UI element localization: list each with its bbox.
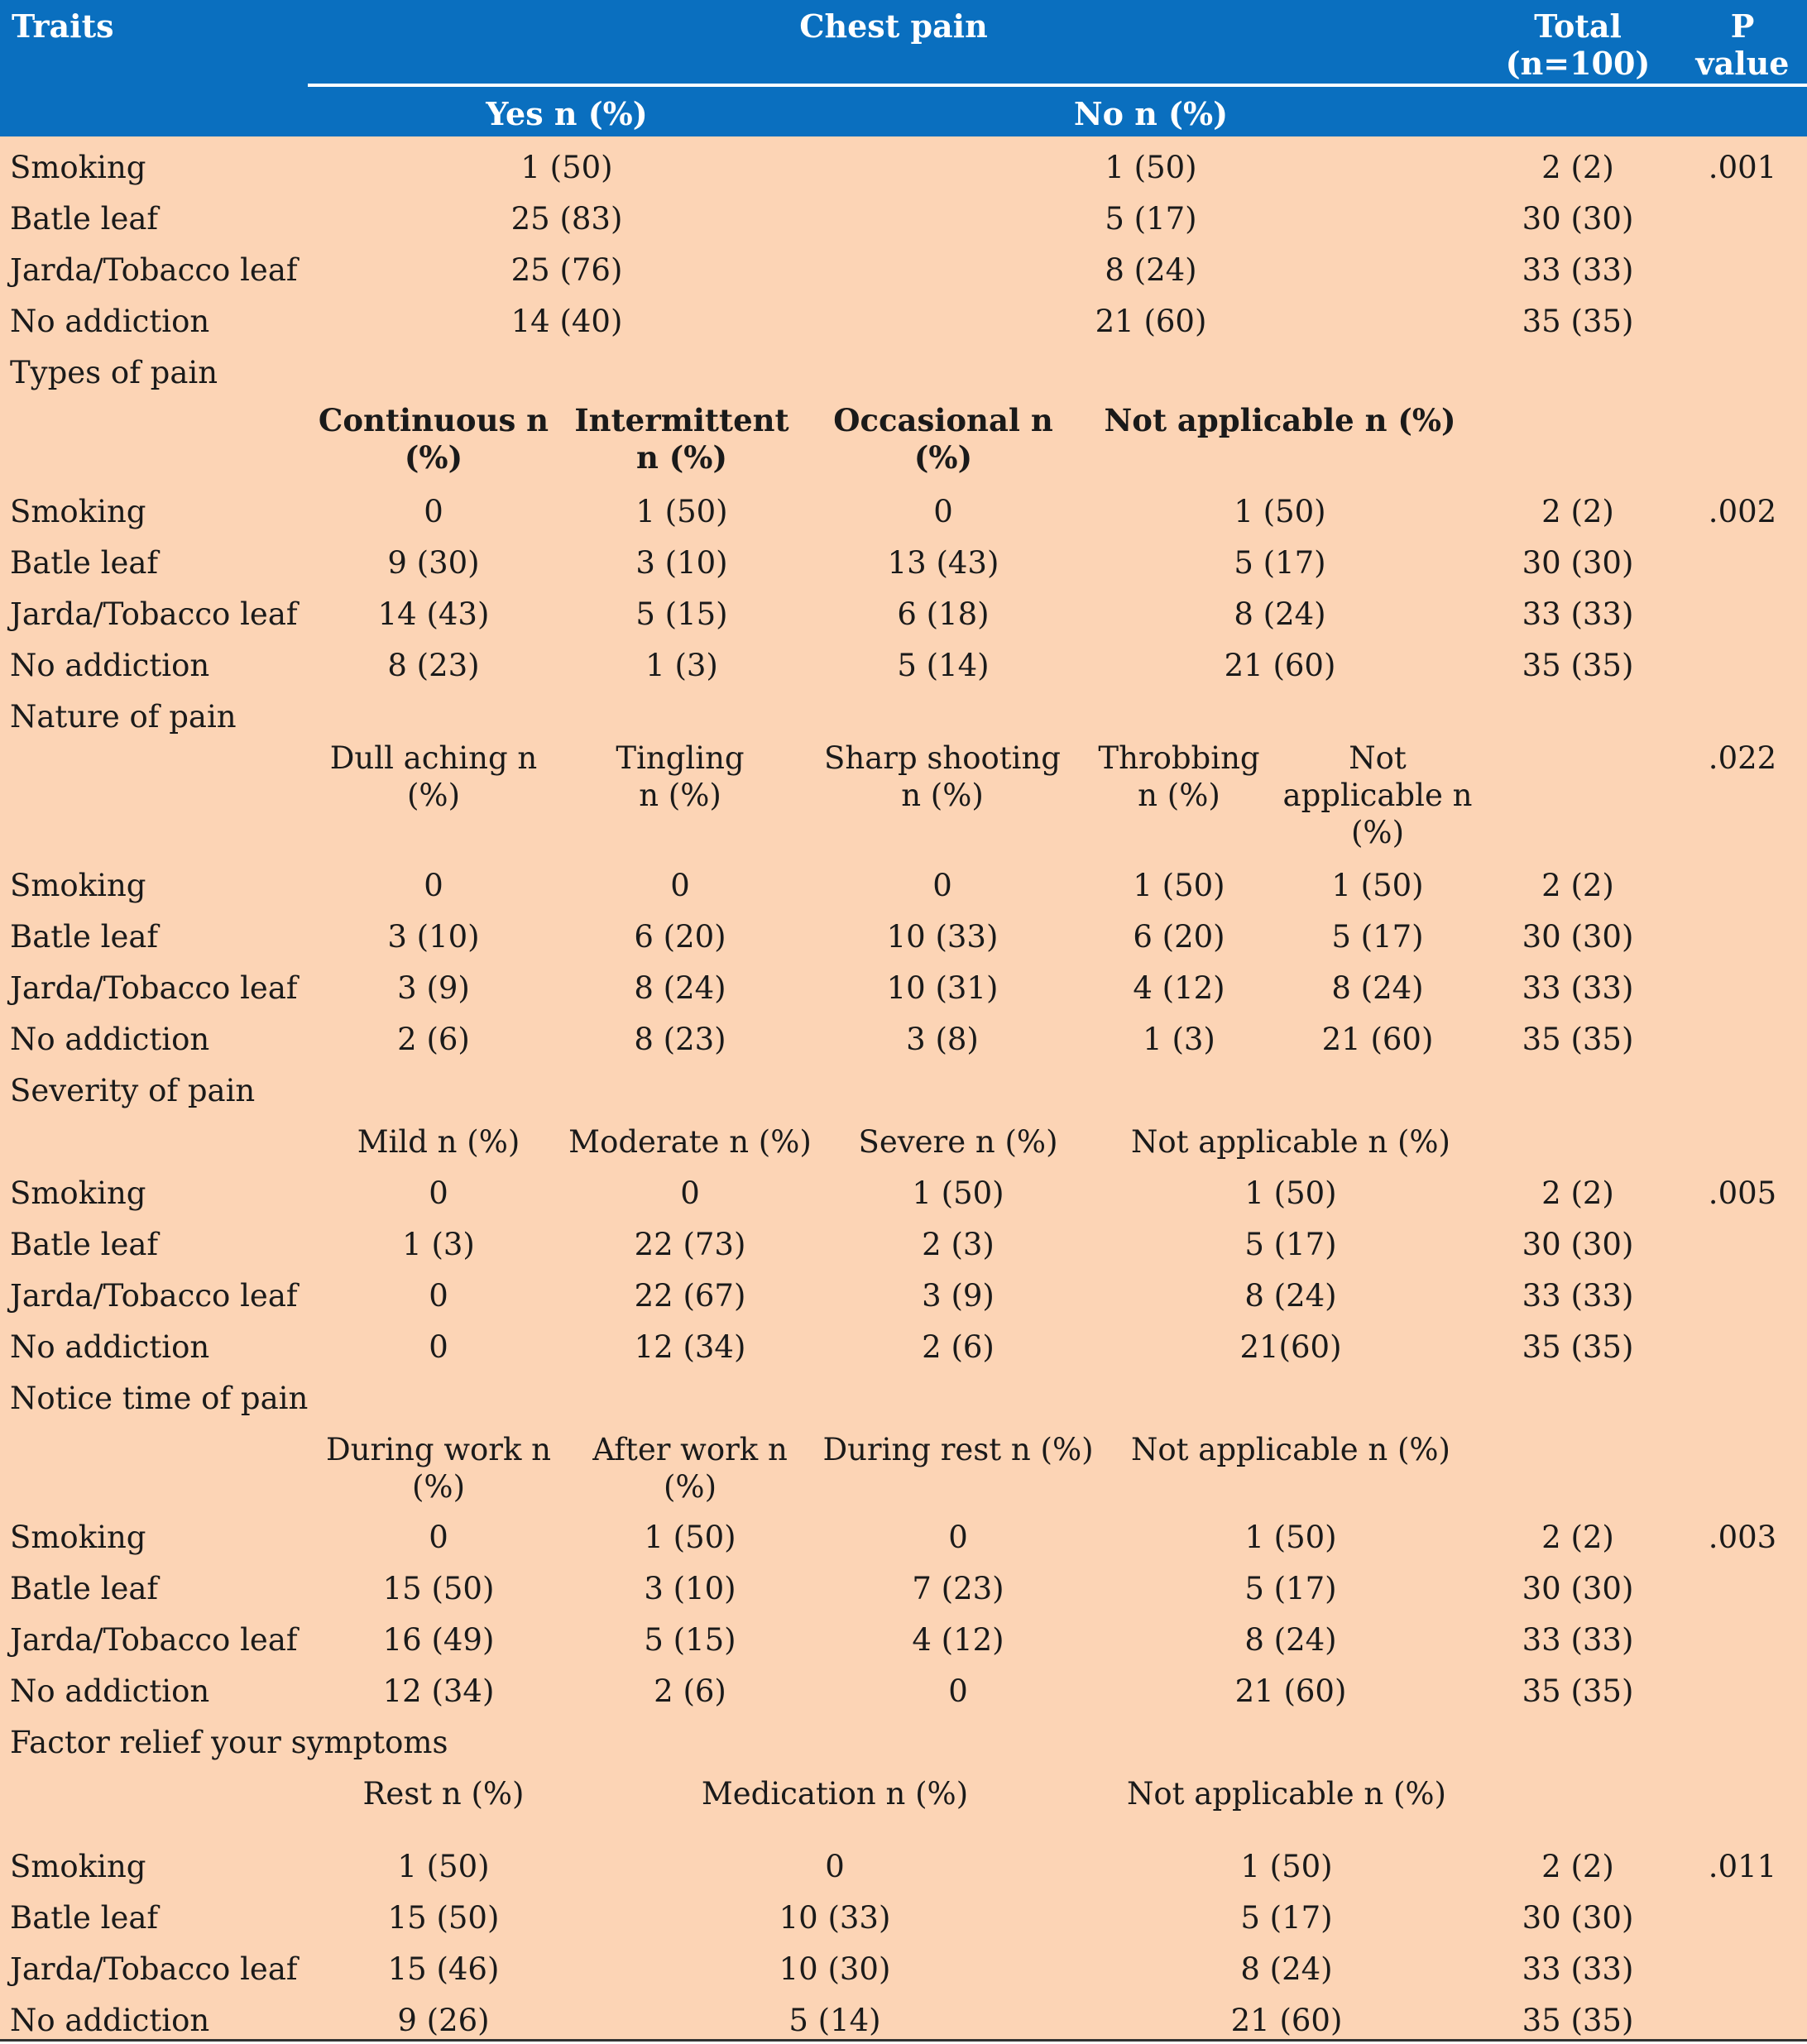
table-cell: 1 (50) — [520, 150, 613, 185]
table-cell: 21 (60) — [1224, 648, 1336, 683]
header-traits: Traits — [12, 7, 114, 45]
section-title: Types of pain — [10, 355, 218, 390]
row-label: Batle leaf — [10, 919, 159, 955]
table-cell: 1 (50) — [1133, 868, 1225, 903]
row-label: No addiction — [10, 1673, 210, 1709]
column-header: Dull aching n (%) — [329, 740, 538, 813]
header-total: Total (n=100) — [1505, 7, 1651, 82]
table-cell: 15 (50) — [387, 1900, 500, 1936]
total-cell: 2 (2) — [1541, 868, 1614, 903]
table-cell: 5 (14) — [897, 648, 990, 683]
total-cell: 35 (35) — [1522, 1022, 1634, 1057]
row-label: Smoking — [10, 150, 146, 185]
section-title: Notice time of pain — [10, 1381, 309, 1416]
table-cell: 15 (46) — [387, 1951, 500, 1987]
column-header: Tingling n (%) — [616, 740, 745, 813]
table-cell: 5 (17) — [1234, 545, 1326, 581]
p-value: .002 — [1708, 494, 1777, 529]
row-label: Smoking — [10, 868, 146, 903]
row-label: Batle leaf — [10, 1227, 159, 1262]
section-title: Severity of pain — [10, 1073, 256, 1108]
total-cell: 33 (33) — [1522, 1622, 1634, 1658]
table-cell: 5 (17) — [1244, 1571, 1337, 1606]
table-cell: 1 (50) — [1244, 1175, 1337, 1211]
table-cell: 12 (34) — [634, 1329, 746, 1365]
total-cell: 2 (2) — [1541, 494, 1614, 529]
table-cell: 9 (26) — [397, 2003, 490, 2038]
table-cell: 0 — [429, 1329, 448, 1365]
total-cell: 30 (30) — [1522, 545, 1634, 581]
table-cell: 21(60) — [1239, 1329, 1342, 1365]
row-label: Jarda/Tobacco leaf — [10, 1278, 298, 1314]
column-header: After work n (%) — [592, 1432, 788, 1505]
column-header: Not applicable n (%) — [1282, 740, 1473, 850]
table-cell: 21 (60) — [1321, 1022, 1434, 1057]
table-cell: 0 — [429, 1520, 448, 1555]
total-cell: 33 (33) — [1522, 252, 1634, 288]
table-cell: 4 (12) — [1133, 970, 1225, 1006]
header-no: No n (%) — [1073, 95, 1229, 132]
table-cell: 21 (60) — [1230, 2003, 1343, 2038]
table-cell: 5 (17) — [1105, 201, 1197, 237]
total-cell: 2 (2) — [1541, 1175, 1614, 1211]
table-cell: 1 (50) — [1234, 494, 1326, 529]
table-cell: 1 (50) — [1105, 150, 1197, 185]
row-label: No addiction — [10, 1329, 210, 1365]
table-cell: 1 (3) — [402, 1227, 475, 1262]
total-cell: 35 (35) — [1522, 304, 1634, 339]
column-header: During rest n (%) — [822, 1432, 1094, 1467]
row-label: No addiction — [10, 648, 210, 683]
table-cell: 10 (33) — [779, 1900, 891, 1936]
row-label: No addiction — [10, 2003, 210, 2038]
table-cell: 5 (17) — [1240, 1900, 1333, 1936]
table-cell: 0 — [932, 868, 952, 903]
column-header: Not applicable n (%) — [1131, 1432, 1450, 1467]
total-cell: 30 (30) — [1522, 1571, 1634, 1606]
column-header: Not applicable n (%) — [1104, 402, 1456, 438]
column-header: Throbbing n (%) — [1098, 740, 1260, 813]
table-cell: 1 (50) — [1240, 1849, 1333, 1884]
row-label: Batle leaf — [10, 545, 159, 581]
table-cell: 5 (17) — [1244, 1227, 1337, 1262]
row-label: Jarda/Tobacco leaf — [10, 596, 298, 632]
column-header: Intermittent n (%) — [574, 402, 789, 476]
header-chest-pain: Chest pain — [799, 7, 988, 45]
total-cell: 2 (2) — [1541, 150, 1614, 185]
table-cell: 8 (24) — [1105, 252, 1197, 288]
total-cell: 2 (2) — [1541, 1849, 1614, 1884]
total-cell: 30 (30) — [1522, 1227, 1634, 1262]
table-cell: 16 (49) — [382, 1622, 495, 1658]
table-cell: 8 (23) — [634, 1022, 726, 1057]
p-value: .022 — [1708, 740, 1777, 776]
table-cell: 21 (60) — [1095, 304, 1207, 339]
table-cell: 8 (23) — [387, 648, 480, 683]
row-label: Smoking — [10, 1175, 146, 1211]
column-header: Severe n (%) — [858, 1124, 1058, 1160]
total-cell: 33 (33) — [1522, 1278, 1634, 1314]
table-cell: 10 (30) — [779, 1951, 891, 1987]
table-cell: 5 (15) — [644, 1622, 736, 1658]
table-cell: 3 (9) — [397, 970, 470, 1006]
header-yes: Yes n (%) — [486, 95, 648, 132]
table-cell: 25 (83) — [510, 201, 623, 237]
table-cell: 0 — [429, 1278, 448, 1314]
row-label: Smoking — [10, 1849, 146, 1884]
table-cell: 2 (6) — [654, 1673, 726, 1709]
table-cell: 12 (34) — [382, 1673, 495, 1709]
table-cell: 2 (3) — [922, 1227, 995, 1262]
table-cell: 10 (33) — [886, 919, 999, 955]
column-header: Moderate n (%) — [568, 1124, 812, 1160]
total-cell: 35 (35) — [1522, 648, 1634, 683]
table-cell: 0 — [825, 1849, 845, 1884]
table-cell: 3 (9) — [922, 1278, 995, 1314]
row-label: Jarda/Tobacco leaf — [10, 252, 298, 288]
table-cell: 7 (23) — [912, 1571, 1004, 1606]
table-cell: 6 (20) — [634, 919, 726, 955]
total-cell: 33 (33) — [1522, 1951, 1634, 1987]
table-cell: 2 (6) — [922, 1329, 995, 1365]
table-cell: 1 (50) — [1331, 868, 1424, 903]
table-cell: 0 — [948, 1520, 968, 1555]
table-cell: 8 (24) — [1244, 1278, 1337, 1314]
p-value: .011 — [1708, 1849, 1777, 1884]
table-cell: 1 (3) — [1143, 1022, 1215, 1057]
row-label: Jarda/Tobacco leaf — [10, 1951, 298, 1987]
column-header: Occasional n (%) — [833, 402, 1053, 476]
p-value: .003 — [1708, 1520, 1777, 1555]
table-cell: 8 (24) — [1234, 596, 1326, 632]
row-label: No addiction — [10, 304, 210, 339]
column-header: Not applicable n (%) — [1131, 1124, 1450, 1160]
p-value: .005 — [1708, 1175, 1777, 1211]
table-cell: 3 (10) — [635, 545, 728, 581]
table-cell: 22 (73) — [634, 1227, 746, 1262]
table-cell: 22 (67) — [634, 1278, 746, 1314]
column-header: Mild n (%) — [357, 1124, 520, 1160]
total-cell: 35 (35) — [1522, 1673, 1634, 1709]
column-header: Sharp shooting n (%) — [824, 740, 1061, 813]
total-cell: 30 (30) — [1522, 919, 1634, 955]
table-cell: 2 (6) — [397, 1022, 470, 1057]
table-cell: 1 (50) — [1244, 1520, 1337, 1555]
table-cell: 0 — [948, 1673, 968, 1709]
column-header: Not applicable n (%) — [1127, 1776, 1446, 1812]
row-label: Jarda/Tobacco leaf — [10, 1622, 298, 1658]
row-label: No addiction — [10, 1022, 210, 1057]
table-cell: 15 (50) — [382, 1571, 495, 1606]
total-cell: 35 (35) — [1522, 2003, 1634, 2038]
table-cell: 1 (50) — [644, 1520, 736, 1555]
row-label: Batle leaf — [10, 201, 159, 237]
column-header: During work n (%) — [326, 1432, 551, 1505]
table-cell: 5 (17) — [1331, 919, 1424, 955]
table-cell: 0 — [424, 868, 443, 903]
total-cell: 33 (33) — [1522, 596, 1634, 632]
section-title: Factor relief your symptoms — [10, 1725, 448, 1760]
table-cell: 0 — [680, 1175, 700, 1211]
table-cell: 6 (18) — [897, 596, 990, 632]
table-cell: 8 (24) — [1240, 1951, 1333, 1987]
header-p-value: P value — [1695, 7, 1790, 82]
row-label: Batle leaf — [10, 1571, 159, 1606]
section-title: Nature of pain — [10, 699, 237, 735]
column-header: Medication n (%) — [701, 1776, 969, 1812]
table-cell: 0 — [424, 494, 443, 529]
table-cell: 5 (14) — [788, 2003, 881, 2038]
table-cell: 0 — [670, 868, 690, 903]
table-cell: 4 (12) — [912, 1622, 1004, 1658]
table-cell: 3 (10) — [387, 919, 480, 955]
table-cell: 14 (40) — [510, 304, 623, 339]
table-cell: 0 — [933, 494, 953, 529]
row-label: Batle leaf — [10, 1900, 159, 1936]
table-cell: 8 (24) — [634, 970, 726, 1006]
total-cell: 35 (35) — [1522, 1329, 1634, 1365]
table-cell: 14 (43) — [377, 596, 490, 632]
table-cell: 8 (24) — [1331, 970, 1424, 1006]
column-header: Continuous n (%) — [318, 402, 549, 476]
table-cell: 3 (8) — [906, 1022, 979, 1057]
row-label: Jarda/Tobacco leaf — [10, 970, 298, 1006]
total-cell: 30 (30) — [1522, 201, 1634, 237]
total-cell: 33 (33) — [1522, 970, 1634, 1006]
table-cell: 9 (30) — [387, 545, 480, 581]
row-label: Smoking — [10, 494, 146, 529]
p-value: .001 — [1708, 150, 1777, 185]
table-cell: 0 — [429, 1175, 448, 1211]
table-cell: 3 (10) — [644, 1571, 736, 1606]
table-cell: 25 (76) — [510, 252, 623, 288]
column-header: Rest n (%) — [362, 1776, 525, 1812]
table-cell: 1 (50) — [912, 1175, 1004, 1211]
table-cell: 13 (43) — [887, 545, 999, 581]
table-cell: 1 (50) — [635, 494, 728, 529]
table-cell: 5 (15) — [635, 596, 728, 632]
total-cell: 2 (2) — [1541, 1520, 1614, 1555]
bottom-rule — [0, 2039, 1807, 2042]
table-cell: 1 (50) — [397, 1849, 490, 1884]
row-label: Smoking — [10, 1520, 146, 1555]
table-cell: 1 (3) — [645, 648, 718, 683]
table-cell: 6 (20) — [1133, 919, 1225, 955]
header-divider — [308, 84, 1807, 87]
table-cell: 21 (60) — [1234, 1673, 1347, 1709]
table-cell: 10 (31) — [886, 970, 999, 1006]
total-cell: 30 (30) — [1522, 1900, 1634, 1936]
table-cell: 8 (24) — [1244, 1622, 1337, 1658]
